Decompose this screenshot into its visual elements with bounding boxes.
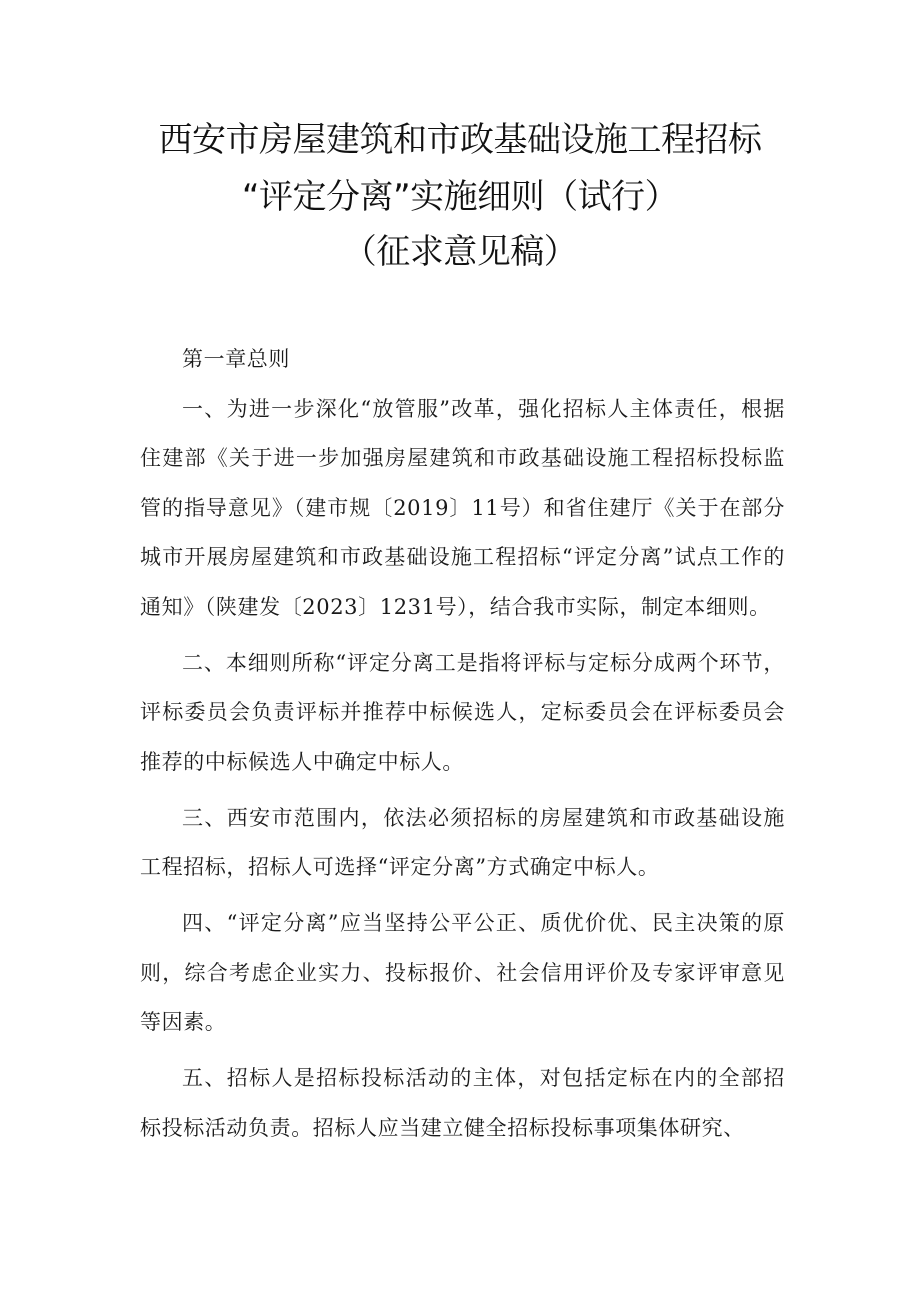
paragraph-5: 五、招标人是招标投标活动的主体，对包括定标在内的全部招标投标活动负责。招标人应当建立健全招标投标事项集体研究、 xyxy=(140,1066,785,1140)
chapter-heading: 第一章总则 xyxy=(182,347,290,371)
paragraph-4: 四、“评定分离”应当坚持公平公正、质优价优、民主决策的原则，综合考虑企业实力、投标报价、社会信用评价及专家评审意见等因素。 xyxy=(140,911,785,1034)
document-title-line-2: “评定分离”实施细则（试行） xyxy=(241,177,679,217)
paragraph-3: 三、西安市范围内，依法必须招标的房屋建筑和市政基础设施工程招标，招标人可选择“评定分离”方式确定中标人。 xyxy=(140,805,785,879)
paragraph-1: 一、为进一步深化“放管服”改革，强化招标人主体责任，根据住建部《关于进一步加强房屋建筑和市政基础设施工程招标投标监管的指导意见》（建市规〔2019〕11号）和省住建厅《关于在部分城市开展房屋建筑和市政基础设施工程招标“评定分离”试点工作的通知》（陕建发〔2023〕1231号），结合我市实际，制定本细则。 xyxy=(140,396,785,619)
document-body xyxy=(140,335,785,1153)
paragraph-2: 二、本细则所称“评定分离工是指将评标与定标分成两个环节，评标委员会负责评标并推荐中标候选人，定标委员会在评标委员会推荐的中标候选人中确定中标人。 xyxy=(140,650,785,774)
document-title-line-1: 西安市房屋建筑和市政基础设施工程招标 xyxy=(158,120,762,160)
document-title-line-3: （征求意见稿） xyxy=(342,232,578,272)
